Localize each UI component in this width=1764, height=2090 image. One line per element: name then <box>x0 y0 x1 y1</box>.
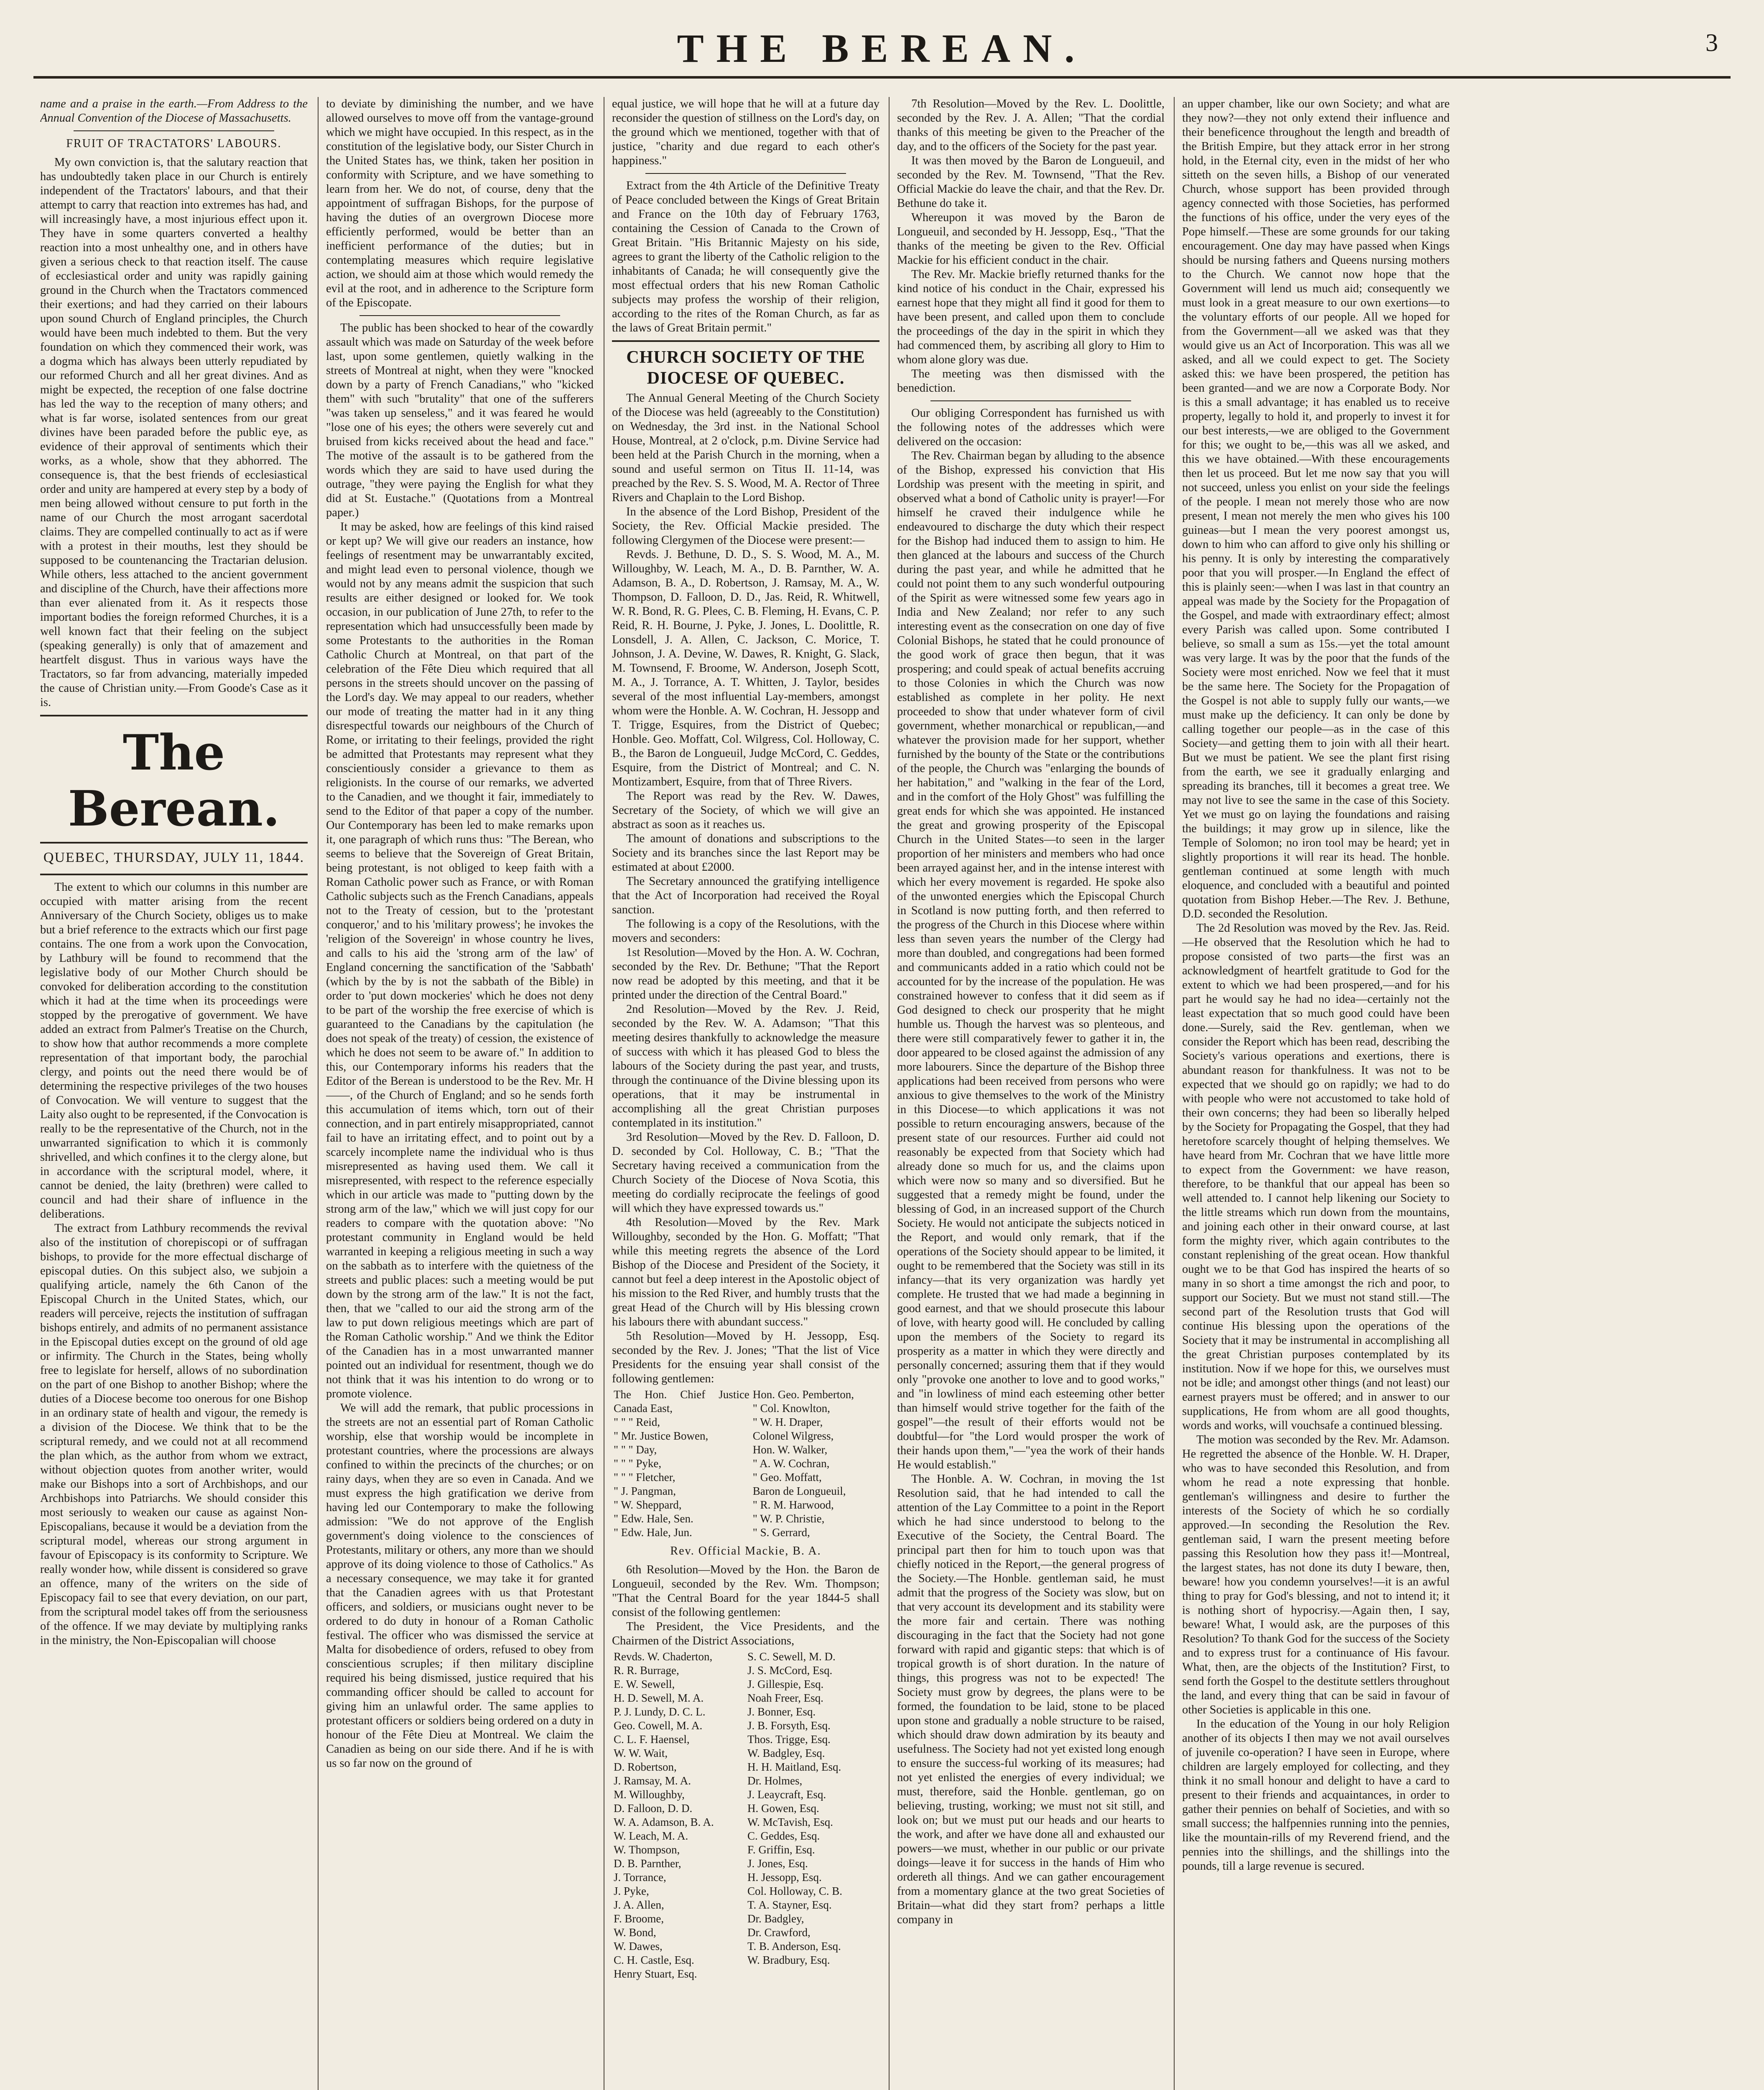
column-5 <box>1182 97 1726 2090</box>
list-item: " " " Day, <box>614 1443 657 1456</box>
list-item: " Mr. Justice Bowen, <box>614 1430 709 1442</box>
list-item: P. J. Lundy, D. C. L. <box>614 1705 706 1718</box>
list-footer: Rev. Official Mackie, B. A. <box>670 1545 821 1557</box>
divider <box>74 130 274 131</box>
column-4 <box>897 97 1165 2090</box>
list-item: " W. Sheppard, <box>614 1499 682 1511</box>
paragraph: My own conviction is, that the salutary reaction that has undoubtedly taken place in our Church is entirely independent of the Tractators' labours, and that their attempt to carry that reaction into extremes has had, and will increasingly have, a most injurious effect upon it. They have in some quarters converted a healthy reaction into a most unhealthy one, and in others have given a serious check to that reaction itself. The cause of ecclesiastical order and unity was rapidly gaining ground in the Church when the Tractators commenced their exertions; and had they carried on their labours upon sound Church of England principles, the Church would have been much indebted to them. But the very foundation on which they commenced their work, was a dogma which has always been utterly repudiated by our reformed Church and all her great divines. And as might be expected, the reception of one false doctrine has led the way to the reception of many others; and what is far worse, isolated sentences from our great divines have been paraded before the public eye, as evidence of their approval of sentiments which their works, as a whole, show that they abhorred. The consequence is, that the best friends of ecclesiastical order and unity are hampered at every step by a body of men being allowed without censure to put forth in the name of our Church the most arrogant sacerdotal claims. They are compelled continually to act as if were with a protest in their mouths, lest they should be supposed to be countenancing the Tractarian delusion. While others, less attached to the ancient government and discipline of the Church, have their affections more than ever alienated from it. As it respects those important bodies the foreign reformed Churches, it is a well known fact that their feeling on the subject (speaking generally) is only that of amazement and heartfelt disgust. Thus in various ways have the Tractators, so far from advancing, materially impeded the cause of Christian unity.—From Goode's Case as it is. <box>40 156 308 709</box>
list-item: T. B. Anderson, Esq. <box>747 1940 841 1952</box>
paragraph: The extent to which our columns in this number are occupied with matter arising from the recent Anniversary of the Church Society, obliges us to make but a brief reference to the extracts which our first page contains. The one from a work upon the Convocation, by Lathbury will be found to recommend that the legislative body of our Mother Church should be convoked for deliberation according to the constitution which it had at the time when its proceedings were stopped by the prerogative of government. We have added an extract from Palmer's Treatise on the Church, to show how that author recommends a more complete representation of that important body, the parochial clergy, and points out the need there would be of determining the respective privileges of the two houses of Convocation. We will venture to suggest that the Laity also ought to be represented, if the Convocation is really to be the representative of the Church, not in the unwarranted signification to which it is commonly shrivelled, and which confines it to the clergy alone, but in accordance with the scriptural model, where, it cannot be denied, the laity (brethren) were called to council and had their share of influence in the deliberations. <box>40 881 308 1221</box>
list-item: " W. H. Draper, <box>752 1416 823 1428</box>
paragraph: In the absence of the Lord Bishop, President of the Society, the Rev. Official Mackie presided. The following Clergymen of the Diocese were present:— <box>612 505 879 547</box>
list-item: " " " Reid, <box>614 1416 660 1428</box>
list-item: J. Torrance, <box>614 1871 666 1884</box>
list-item: H. D. Sewell, M. A. <box>614 1692 704 1704</box>
list-item: J. Jones, Esq. <box>747 1857 808 1870</box>
paragraph: The Report was read by the Rev. W. Dawes, Secretary of the Society, of which we will give an abstract as soon as it reaches us. <box>612 790 879 831</box>
list-item: H. Gowen, Esq. <box>747 1802 819 1815</box>
paragraph: Revds. J. Bethune, D. D., S. S. Wood, M. A., M. Willoughby, W. Leach, M. A., D. B. Parnther, W. A. Adamson, B. A., D. Robertson, J. Ramsay, M. A., W. Thompson, D. Falloon, D. D., Jas. Reid, R. Whitwell, W. R. Bond, R. G. Plees, C. B. Fleming, H. Evans, C. P. Reid, R. H. Bourne, J. Pyke, J. Jones, L. Doolittle, R. Lonsdell, J. A. Allen, C. Jackson, C. Morice, T. Johnson, J. A. Devine, W. Dawes, R. Knight, G. Slack, M. Townsend, F. Broome, W. Anderson, Joseph Scott, M. A., J. Torrance, A. T. Whitten, J. Taylor, besides several of the most influential Lay-members, amongst whom were the Honble. A. W. Cochran, H. Jessopp and T. Trigge, Esquires, from the District of Quebec; Honble. Geo. Moffatt, Col. Wilgress, Col. Holloway, C. B., the Baron de Longueuil, Judge McCord, C. Geddes, Esquire, from the District of Montreal; and C. N. Montizambert, Esquire, from that of Three Rivers. <box>612 548 879 788</box>
list-item: Henry Stuart, Esq. <box>614 1968 697 1980</box>
list-item: Dr. Holmes, <box>747 1774 803 1787</box>
vice-presidents-left <box>612 1388 751 1539</box>
list-item: " " " Pyke, <box>614 1457 662 1470</box>
list-item: Colonel Wilgress, <box>752 1430 834 1442</box>
list-item: D. Falloon, D. D. <box>614 1802 693 1815</box>
column-rule <box>318 97 319 2090</box>
list-item: E. W. Sewell, <box>614 1678 675 1690</box>
column-2 <box>326 97 594 2090</box>
central-board-table <box>612 1650 879 1981</box>
header-rule <box>33 76 1731 79</box>
list-item: " Edw. Hale, Sen. <box>614 1512 693 1525</box>
list-item: " Edw. Hale, Jun. <box>614 1526 692 1539</box>
column-5-text <box>1182 97 1450 1873</box>
list-item: Baron de Longueuil, <box>752 1485 846 1497</box>
list-item: J. A. Allen, <box>614 1899 664 1911</box>
list-item: J. Bonner, Esq. <box>747 1705 816 1718</box>
column-1 <box>40 97 308 2090</box>
paragraph: The amount of donations and subscriptions to the Society and its branches since the last Report may be estimated at about £2000. <box>612 832 879 874</box>
paragraph: The Annual General Meeting of the Church Society of the Diocese was held (agreeably to the Constitution) on Wednesday, the 3rd inst. in the National School House, Montreal, at 2 o'clock, p.m. Divine Service had been held at the Parish Church in the morning, when a sound and useful sermon on Titus II. 11-14, was preached by the Rev. S. S. Wood, M. A. Rector of Three Rivers and Chaplain to the Lord Bishop. <box>612 392 879 504</box>
list-item: F. Broome, <box>614 1912 664 1925</box>
list-item: J. Leaycraft, Esq. <box>747 1788 826 1801</box>
vice-presidents-table <box>612 1388 879 1539</box>
column-3 <box>612 97 879 2090</box>
list-item: " W. P. Christie, <box>752 1512 825 1525</box>
list-item: Hon. W. Walker, <box>752 1443 828 1456</box>
paragraph: The following is a copy of the Resolutions, with the movers and seconders: <box>612 918 879 945</box>
list-item: M. Willoughby, <box>614 1788 685 1801</box>
list-item: " Col. Knowlton, <box>752 1402 830 1415</box>
paragraph: Extract from the 4th Article of the Definitive Treaty of Peace concluded between the Kings of Great Britain and France on the 10th day of February 1763, containing the Cession of Canada to the Crown of Great Britain. "His Britannic Majesty on his side, agrees to grant the liberty of the Catholic religion to the inhabitants of Canada; he will consequently give the most effectual orders that his new Roman Catholic subjects may profess the worship of their religion, according to the rites of the Roman Church, as far as the laws of Great Britain permit." <box>612 179 879 334</box>
list-item: W. Dawes, <box>614 1940 663 1952</box>
paragraph: Whereupon it was moved by the Baron de Longueuil, and seconded by H. Jessopp, Esq., "That the thanks of the meeting be given to the Rev. Official Mackie for his efficient conduct in the chair. <box>897 211 1165 267</box>
list-item: J. Gillespie, Esq. <box>747 1678 824 1690</box>
paragraph: 1st Resolution—Moved by the Hon. A. W. Cochran, seconded by the Rev. Dr. Bethune; "That the Report now read be adopted by this meeting, and that it be printed under the direction of the Central Board." <box>612 946 879 1002</box>
section-heading: CHURCH SOCIETY OF THE DIOCESE OF QUEBEC. <box>626 348 865 388</box>
list-item: W. McTavish, Esq. <box>747 1816 833 1828</box>
paragraph: 4th Resolution—Moved by the Rev. Mark Willoughby, seconded by the Hon. G. Moffatt; "That while this meeting regrets the absence of the Lord Bishop of the Diocese and President of the Society, it cannot but feel a deep interest in the Apostolic object of his mission to the Red River, and humbly trusts that the great Head of the Church will by His blessing crown his labours there with abundant success." <box>612 1216 879 1328</box>
central-board-right <box>746 1650 879 1981</box>
list-item: " J. Pangman, <box>614 1485 676 1497</box>
list-item: J. Ramsay, M. A. <box>614 1774 691 1787</box>
paragraph: name and a praise in the earth.—From Address to the Annual Convention of the Diocese of Massachusetts. <box>40 97 308 125</box>
list-item: J. S. McCord, Esq. <box>747 1664 833 1677</box>
paragraph: The Secretary announced the gratifying intelligence that the Act of Incorporation had received the Royal sanction. <box>612 875 879 916</box>
divider <box>930 400 1131 401</box>
list-item: " A. W. Cochran, <box>752 1457 830 1470</box>
paragraph: 6th Resolution—Moved by the Hon. the Baron de Longueuil, seconded by the Rev. Wm. Thompson; "That the Central Board for the year 1844-5 shall consist of the following gentlemen: <box>612 1563 879 1619</box>
list-item: The Hon. Chief Justice Canada East, <box>614 1388 749 1415</box>
divider <box>359 315 560 316</box>
divider <box>40 715 308 716</box>
list-item: T. A. Stayner, Esq. <box>747 1899 832 1911</box>
article-heading: FRUIT OF TRACTATORS' LABOURS. <box>66 137 282 150</box>
list-item: " S. Gerrard, <box>752 1526 810 1539</box>
paragraph: to deviate by diminishing the number, and we have allowed ourselves to move off from the vantage-ground which we might have occupied. In this respect, as in the constitution of the legislative body, our Sister Church in the United States has, we think, taken her position in conformity with Scripture, and we have something to learn from her. We do not, of course, deny that the appointment of suffragan Bishops, for the purpose of having the duties of an overgrown Diocese more efficiently performed, would be better than an inefficient performance of the duties; but in contemplating measures which require legislative action, we should aim at those which would remedy the evil at the root, and in adherence to the Scripture form of the Episcopate. <box>326 97 594 309</box>
paragraph: an upper chamber, like our own Society; and what are they now?—they not only extend their influence and their beneficence throughout the length and breadth of the British Empire, but they attack error in her strong hold, in the Eternal city, even in the midst of her who sitteth on the seven hills, a Bishop of our venerated Church, whose support has been provided through agency connected with those Societies, has performed the functions of his office, under the very eyes of the Pope himself.—These are some grounds for our taking encouragement. One day may have passed when Kings should be nursing fathers and Queens nursing mothers to the Church. We cannot now hope that the Government will lend us much aid; consequently we must look in a great measure to our own exertions—to the voluntary efforts of our people. All we hoped for from the Government—all we asked was that they would give us an Act of Incorporation. This was all we asked, and all we could expect to get. The Society asked this: we have been prospered, the petition has been granted—and we are now a Corporate Body. Nor is this a small advantage; it has enabled us to receive property, legally to hold it, and properly to invest it for our best interests,—we are obliged to the Government for this; we ought to be,—this was all we asked, and this we have obtained.—With these encouragements then let us proceed. But let me now say that you will not succeed, unless you enlist on your side the feelings of the people. I mean not merely those who are now present, I mean not merely the men who gives his 100 guineas—but I mean the very poorest amongst us, down to him who can afford to give only his shilling or his penny. It is only by interesting the comparatively poor that you will prosper.—In England the effect of this is plainly seen:—when I was last in that country an appeal was made by the Society for the Propagation of the Gospel, and made with extraordinary effect; almost every Parish was called upon. Some contributed I believe, so small a sum as 15s.—yet the total amount was very large. It was by the poor that the funds of the Society were most enriched. Now we feel that it must be the same here. The Society for the Propagation of the Gospel is not able to supply fully our wants,—we must make up the deficiency. It can only be done by calling together our people—as in the case of this Society—and getting them to join with all their heart. But we must be patient. We see the plant first rising from the earth, we see it gradually enlarging and spreading its branches, till it becomes a great tree. We may not live to see the same in the case of this Society. Yet we must go on laying the foundations and raising the buildings; it may grow up in silence, like the Temple of Solomon; no iron tool may be heard; yet in slightly proportions it will rear its head. The honble. gentleman continued at some length with much eloquence, and concluded with a beautiful and pointed quotation from Bishop Heber.—The Rev. J. Bethune, D.D. seconded the Resolution. <box>1182 97 1450 920</box>
list-item: R. R. Burrage, <box>614 1664 679 1677</box>
list-item: H. Jessopp, Esq. <box>747 1871 822 1884</box>
list-item: Geo. Cowell, M. A. <box>614 1719 703 1732</box>
paragraph: The Honble. A. W. Cochran, in moving the 1st Resolution said, that he had intended to call the attention of the Lay Committee to a point in the Report which he had since understood to belong to the Executive of the Society, the Central Board. The principal part then for him to touch upon was that chiefly noticed in the Report,—the general progress of the Society.—The Honble. gentleman said, he must admit that the progress of the Society was slow, but on that very account its development and its stability were the more fair and certain. There was nothing discouraging in the fact that the Society had not gone forward with rapid and gigantic steps: that which is of tropical growth is of short duration. In the nature of things, this progress was not to be expected! The Society must grow by degrees, the plans were to be formed, the foundation to be laid, stone to be placed upon stone and gradually a noble structure to be raised, which should draw down admiration by its beauty and usefulness. The Society had not yet existed long enough to ensure the success-ful working of its measures; had not yet enlisted the energies of every individual; we must, therefore, said the Honble. gentleman, go on believing, trusting, working; we must not sit still, and look on; but we must put our heads and our hearts to the work, and after we have done all and exhausted our powers—we must, whether in our public or our private doings—leave it for success in the hands of Him who ordereth all things. And we can gather encouragement from a momentary glance at the two great Societies of Britain—what did they start from? perhaps a little company in <box>897 1473 1165 1926</box>
list-item: C. L. F. Haensel, <box>614 1733 690 1746</box>
paragraph: The 2d Resolution was moved by the Rev. Jas. Reid.—He observed that the Resolution which he had to propose consisted of two parts—the first was an acknowledgment of heartfelt gratitude to God for the extent to which we had been prospered,—and for his part he would say he had no idea—certainly not the least expectation that so much good could have been done.—Surely, said the Rev. gentleman, when we consider the Report which has been read, describing the Society's various operations and exertions, there is abundant reason for thankfulness. It was not to be expected that we should go on rapidly; we had to do with people who were not accustomed to take hold of their own concerns; they had been so liberally helped by the Society for Propagating the Gospel, that they had heretofore scarcely thought of helping themselves. We have heard from Mr. Cochran that we have little more to expect from the Government: we have reason, therefore, to be thankful that our appeal has been so well attended to. I cannot help likening our Society to the little streams which run down from the mountains, and joining each other in their onward course, at last form the mighty river, which again contributes to the constant replenishing of the great ocean. How thankful ought we to be that God has inspired the hearts of so many in so short a time amongst the rich and poor, to support our Society. But we must not stand still.—The second part of the Resolution trusts that God will continue His blessing upon the operations of the Society that it may be instrumental in accomplishing all the great Christian purposes contemplated by its institution. Now if we hope for this, we ourselves must not be idle; and amongst other things (and not least) our earnest prayers must be offered; and in answer to our supplications, He from whom are all good thoughts, words and works, will vouchsafe a continued blessing. <box>1182 922 1450 1432</box>
list-item: C. H. Castle, Esq. <box>614 1954 694 1966</box>
list-item: W. Thompson, <box>614 1843 680 1856</box>
central-board-left <box>612 1650 746 1981</box>
list-item: D. B. Parnther, <box>614 1857 681 1870</box>
list-item: D. Robertson, <box>614 1761 677 1773</box>
paragraph: 7th Resolution—Moved by the Rev. L. Doolittle, seconded by the Rev. J. A. Allen; "That the cordial thanks of this meeting be given to the Preacher of the day, and to the officers of the Society for the past year. <box>897 97 1165 153</box>
list-item: F. Griffin, Esq. <box>747 1843 815 1856</box>
dateline: QUEBEC, THURSDAY, JULY 11, 1844. <box>43 850 305 865</box>
vice-presidents-right <box>751 1388 879 1539</box>
paragraph: 2nd Resolution—Moved by the Rev. J. Reid, seconded by the Rev. W. A. Adamson; "That this meeting desires thankfully to acknowledge the measure of success with which it has pleased God to bless the labours of the Society during the past year, and trusts, through the continuance of the Divine blessing upon its operations, that it may be instrumental in accomplishing all the great Christian purposes contemplated in its institution." <box>612 1003 879 1129</box>
list-item: " Geo. Moffatt, <box>752 1471 822 1483</box>
paragraph: equal justice, we will hope that he will at a future day reconsider the question of stillness on the Lord's day, on the ground which we mentioned, together with that of justice, "charity and due regard to each other's happiness." <box>612 97 879 167</box>
paragraph: The Rev. Mr. Mackie briefly returned thanks for the kind notice of his conduct in the Chair, expressed his earnest hope that they might all find it good for them to have been present, and called upon them to conclude the proceedings of the day in the spirit in which they had commenced them, by ascribing all glory to Him to whom alone glory was due. <box>897 268 1165 366</box>
column-rule <box>889 97 890 2090</box>
list-item: " R. M. Harwood, <box>752 1499 834 1511</box>
paragraph: It may be asked, how are feelings of this kind raised or kept up? We will give our readers an instance, how feelings of resentment may be unwarrantably excited, and might lead even to personal violence, though we would not by any means admit the suspicion that such results are either designed or looked for. We took occasion, in our publication of June 27th, to refer to the representation which had unsuccessfully been made by some Protestants to the authorities in the Roman Catholic Church at Montreal, on that part of the celebration of the Fête Dieu which required that all persons in the streets should uncover on the passing of the Lord's day. We may appeal to our readers, whether our mode of treating the matter had in it any thing disrespectful towards our neighbours of the Church of Rome, or irritating to their feelings, provided the right be admitted that Protestants may represent what they conscientiously consider a grievance to them as religionists. In the course of our remarks, we adverted to the Canadien, and we thought it fair, immediately to send to the Editor of that paper a copy of the number. Our Contemporary has been led to make remarks upon it, one paragraph of which runs thus: "The Berean, who seems to believe that the Sovereign of Great Britain, being protestant, is not obliged to keep faith with a Roman Catholic power such as France, or with Roman Catholic subjects such as the French Canadians, appeals not to the Treaty of cession, but to the 'protestant conqueror,' and to his 'military prowess'; he invokes the 'religion of the Sovereign' in whose country he lives, and calls to his aid the 'strong arm of the law' of England concerning the sanctification of the 'Sabbath' (which by the by is not the sabbath of the Bible) in order to 'put down mockeries' which he does not deny to be part of the worship the free exercise of which is guaranteed to the Canadians by the capitulation (he does not speak of the treaty) of cession, the existence of which he does not seem to be aware of." In addition to this, our Contemporary informs his readers that the Editor of the Berean is understood to be the Rev. Mr. H——, of the Church of England; and so he sends forth this accumulation of items which, torn out of their connection, and in part entirely misappropriated, cannot fail to have an irritating effect, and to point out by a scarcely incomplete name the individual who is thus misrepresented as having used them. We call it misrepresented, with respect to the reference especially which in our article was made to "putting down by the strong arm of the law," which we will just copy for our readers to compare with the quotation above: "No protestant community in England would be held warranted in keeping a religious meeting in such a way on the sabbath as to interfere with the quietness of the streets and public places: such a meeting would be put down by the strong arm of the law." It is not the fact, then, that we "called to our aid the strong arm of the law to put down religious meetings which are part of the Roman Catholic worship." And we think the Editor of the Canadien has in a most unwarranted manner pointed out an individual for resentment, though we do not think that it was his intention to do wrong or to promote violence. <box>326 520 594 1400</box>
divider <box>40 842 308 844</box>
page-number: 3 <box>1705 29 1718 56</box>
paragraph: In the education of the Young in our holy Religion another of its objects I then may we not avail ourselves of juvenile co-operation? I have seen in Europe, where children are largely employed for collecting, and they think it no small honour and delight to have a card to present to their friends and acquaintances, in order to gather their pennies on behalf of Societies, and with so small success; the halfpennies running into the pennies, like the mountain-rills of my Reverend friend, and the pennies into the shillings, and the shillings into the pounds, till a large revenue is secured. <box>1182 1718 1450 1873</box>
paragraph: 5th Resolution—Moved by H. Jessopp, Esq. seconded by the Rev. J. Jones; "That the list of Vice Presidents for the ensuing year shall consist of the following gentlemen: <box>612 1330 879 1385</box>
list-item: W. Bond, <box>614 1926 656 1939</box>
list-item: W. Bradbury, Esq. <box>747 1954 830 1966</box>
list-item: Hon. Geo. Pemberton, <box>752 1388 854 1401</box>
list-item: J. Pyke, <box>614 1885 649 1897</box>
divider <box>645 173 846 174</box>
paragraph: The public has been shocked to hear of the cowardly assault which was made on Saturday of the week before last, upon some gentlemen, quietly walking in the streets of Montreal at night, when they were "knocked down by a party of French Canadians," who "kicked them" with such "brutality" that one of the sufferers "was taken up senseless," and it was feared he would "lose one of his eyes; the others were severely cut and bruised from kicks received about the head and face." The motive of the assault is to be gathered from the words which they are said to have used during the outrage, "they were paying the English for what they did at St. Eustache." (Quotations from a Montreal paper.) <box>326 321 594 519</box>
list-item: W. A. Adamson, B. A. <box>614 1816 714 1828</box>
list-item: W. W. Wait, <box>614 1747 668 1759</box>
list-item: " " " Fletcher, <box>614 1471 676 1483</box>
list-item: W. Badgley, Esq. <box>747 1747 825 1759</box>
paragraph: The Rev. Chairman began by alluding to the absence of the Bishop, expressed his conviction that His Lordship was present with the meeting in spirit, and observed what a bond of Catholic unity is prayer!—For himself he craved their indulgence while he endeavoured to discharge the duty which their respect for the Bishop had induced them to assign to him. He then glanced at the labours and success of the Church during the past year, and while he admitted that he could not point them to any such wonderful outpouring of the Spirit as were witnessed some few years ago in India and New Zealand; nor refer to any such interesting event as the consecration on one day of five Colonial Bishops, he stated that he could pronounce of the good work of grace then begun, that it was prospering; and could speak of actual benefits accruing to those Colonies in which the Church was now established as complete in her polity. He next proceeded to show that under whatever form of civil government, whether monarchical or republican,—and whatever the provision made for her support, whether furnished by the bounty of the State or the contributions of the people, the Church was "enlarging the bounds of her habitation," and "walking in the fear of the Lord, and in the comfort of the Holy Ghost" was fulfilling the great ends for which she was appointed. He instanced the great and growing prosperity of the Episcopal Church in the United States—to seen in the larger proportion of her ministers and members who had once been arrayed against her, and in the intense interest with which her every movement is regarded. He spoke also of the unwonted energies which the Episcopal Church in Scotland is now putting forth, and then referred to the progress of the Church in this Diocese where within less than seven years the number of the Clergy had more than doubled, and congregations had been formed and communicants added in a ratio which could not be accounted for by the increase of the population. He was constrained however to confess that it did seem as if God designed to check our prosperity that he might humble us. Though the harvest was so plenteous, and there were still comparatively fewer to gather it in, the door appeared to be closed against the admission of any more labourers. Since the departure of the Bishop three applications had been received from persons who were anxious to give themselves to the work of the Ministry in this Diocese—to which applications it was not possible to return encouraging answers, because of the present state of our resources. Further aid could not reasonably be expected from that Society which had already done so much for us, and the claims upon which were now so many and so diversified. But he suggested that a remedy might be found, under the blessing of God, in an increased support of the Church Society. He would not anticipate the subjects noticed in the Report, and would only remark, that if the operations of the Society should appear to be limited, it ought to be remembered that the Society was still in its infancy—that its very organization was hardly yet complete. He trusted that we had made a beginning in good earnest, and that we should prosecute this labour of love, with hearty good will. He concluded by calling upon the members of the Society to regard its prosperity as a matter in which they were directly and personally concerned; assuring them that if they would only "provoke one another to love and to good works," and "in lowliness of mind each esteeming other better than himself would strive together for the faith of the gospel"—the result of their efforts would not be doubtful—for "the Lord would prosper the work of their hands upon them,"—"yea the work of their hands He would establish." <box>897 449 1165 1471</box>
paragraph: The motion was seconded by the Rev. Mr. Adamson. He regretted the absence of the Honble. W. H. Draper, who was to have seconded this Resolution, and from whom he read a note expressing that honble. gentleman's willingness and desire to further the interests of the Society of which he so cordially approved.—In seconding the Resolution the Rev. gentleman said, I warn the present meeting before passing this Resolution how they pass it!—Montreal, the largest states, has not done its duty I beware, then, beware! how you condemn yourselves!—it is an awful thing to pray for God's blessing, and not to intend it; it is nothing short of hypocrisy.—Again then, I say, beware! What, I would ask, are the purposes of this Resolution? To thank God for the success of the Society and to express trust for a continuance of His favour. What, then, are the objects of the Institution? First, to send forth the Gospel to the destitute settlers throughout the land, and every thing that can be said in favour of other Societies is applicable in this one. <box>1182 1433 1450 1716</box>
list-item: Dr. Crawford, <box>747 1926 811 1939</box>
list-item: Dr. Badgley, <box>747 1912 804 1925</box>
page-header <box>33 23 1731 84</box>
paragraph: 3rd Resolution—Moved by the Rev. D. Falloon, D. D. seconded by Col. Holloway, C. B.; "That the Secretary having received a communication from the Church Society of the Diocese of Nova Scotia, this meeting do cordially reciprocate the feelings of good will which they have expressed towards us." <box>612 1131 879 1215</box>
paragraph: It was then moved by the Baron de Longueuil, and seconded by the Rev. M. Townsend, "That the Rev. Official Mackie do leave the chair, and that the Rev. Dr. Bethune do take it. <box>897 154 1165 210</box>
paragraph: Our obliging Correspondent has furnished us with the following notes of the addresses which were delivered on the occasion: <box>897 407 1165 448</box>
divider <box>612 340 879 342</box>
list-item: Thos. Trigge, Esq. <box>747 1733 831 1746</box>
list-item: Revds. W. Chaderton, <box>614 1650 713 1663</box>
list-item: H. H. Maitland, Esq. <box>747 1761 841 1773</box>
list-item: C. Geddes, Esq. <box>747 1830 820 1842</box>
column-rule <box>1174 97 1175 2090</box>
paragraph: The President, the Vice Presidents, and the Chairmen of the District Associations, <box>612 1620 879 1647</box>
list-item: Col. Holloway, C. B. <box>747 1885 843 1897</box>
divider <box>40 874 308 875</box>
list-item: S. C. Sewell, M. D. <box>747 1650 836 1663</box>
masthead: THE BEREAN. <box>677 26 1087 71</box>
paper-title: The Berean. <box>68 724 280 837</box>
list-item: Noah Freer, Esq. <box>747 1692 823 1704</box>
list-item: W. Leach, M. A. <box>614 1830 688 1842</box>
list-item: J. B. Forsyth, Esq. <box>747 1719 831 1732</box>
paragraph: The meeting was then dismissed with the benediction. <box>897 367 1165 395</box>
paragraph: The extract from Lathbury recommends the revival also of the institution of chorepiscopi or of suffragan bishops, to provide for the more effectual discharge of episcopal duties. On this subject also, we subjoin a qualifying article, namely the 6th Canon of the Episcopal Church in the United States, which, our readers will perceive, rejects the institution of suffragan bishops entirely, and admits of no permanent assistance in the Episcopal duties except on the ground of old age or infirmity. The Church in the States, being wholly free to legislate for herself, allows of no subordination on the part of one Bishop to another Bishop; where the duties of a Diocese become too onerous for one Bishop in an ordinary state of health and vigour, the remedy is a division of the Diocese. We think that to be the scriptural remedy, and we could not at all recommend the plan which, as the author from whom we extract, without objection quotes from another writer, would make our Bishops into a sort of Archbishops, and our Archbishops into Patriarchs. We should consider this most seriously to weaken our cause as against Non-Episcopalians, because it would be a deviation from the scriptural model, whereas our strong argument in favour of Episcopacy is its conformity to Scripture. We really wonder how, while dissent is considered so grave an offence, many of the writers on the side of Episcopacy fail to see that every deviation, on our part, from the scriptural model takes off from the seriousness of the offence. If we may deviate by multiplying ranks in the ministry, the Non-Episcopalian will choose <box>40 1222 308 1647</box>
paragraph: We will add the remark, that public processions in the streets are not an essential part of Roman Catholic worship, else that worship would be incomplete in protestant countries, where the processions are always confined to within the precincts of the churches; or on rainy days, when they are so even in Canada. And we must express the high gratification we derive from having led our Contemporary to make the following admission: "We do not approve of the English government's doing violence to the consciences of Protestants, military or others, any more than we should approve of its doing violence to those of Catholics." As a necessary consequence, we may take it for granted that the Canadien agrees with us that Protestant officers, and soldiers, or musicians ought never to be ordered to do duty in honour of a Roman Catholic festival. The officer who was dismissed the service at Malta for disobedience of orders, refused to obey from conscientious scruples; if then military discipline required his being dismissed, justice required that his commanding officer should be called to account for giving him an unlawful order. The same applies to protestant officers or soldiers being ordered on a duty in honour of the Fête Dieu at Montreal. We claim the Canadien as being on our side there. And if he is with us so far now on the ground of <box>326 1402 594 1770</box>
